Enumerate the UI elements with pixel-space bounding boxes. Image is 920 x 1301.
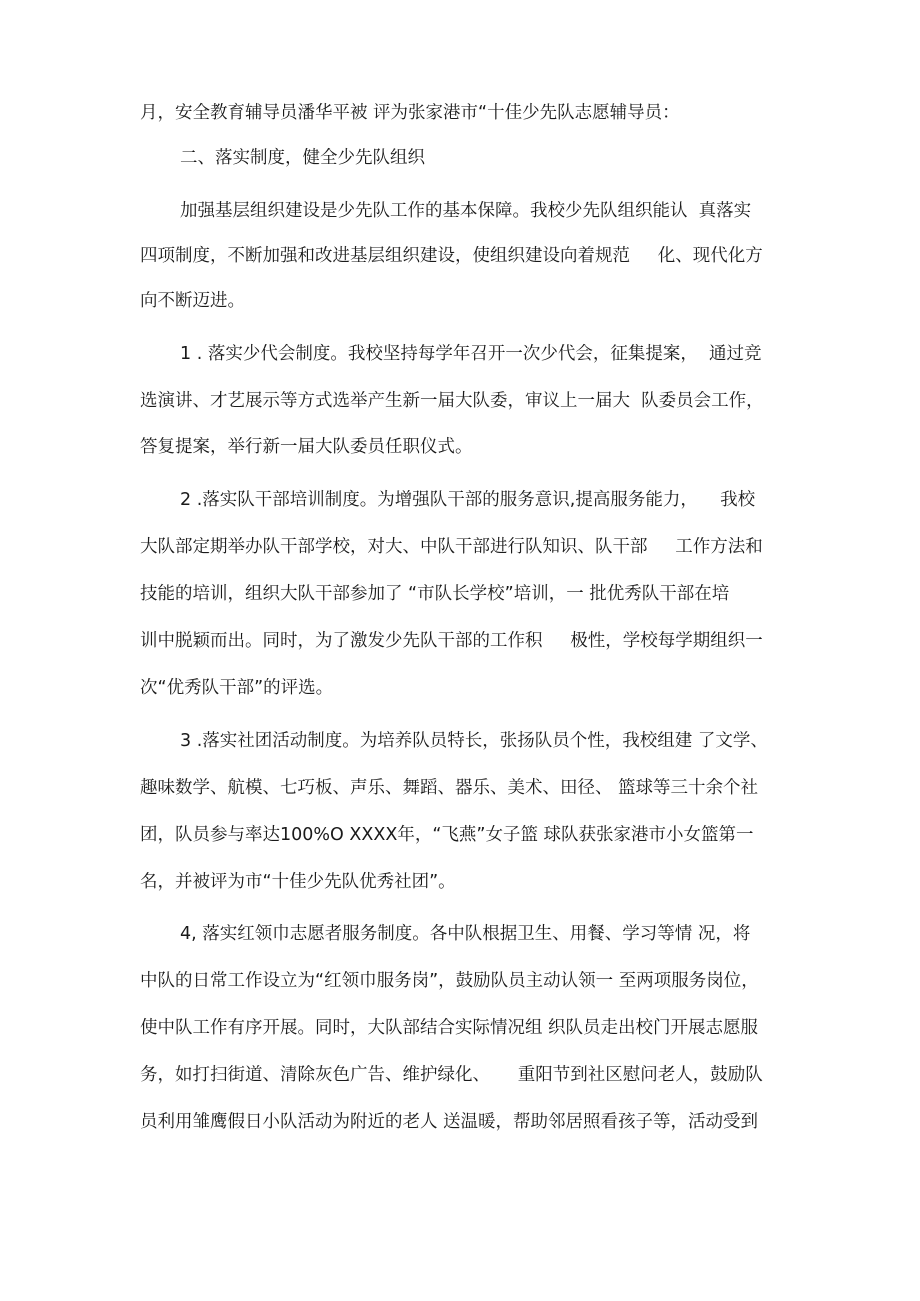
text-line: 1 . 落实少代会制度。我校坚持每学年召开一次少代会，征集提案， 通过竞: [180, 344, 762, 364]
text-line: 团，队员参与率达100%O XXXX年，“飞燕”女子篮 球队获张家港市小女篮第一: [140, 825, 754, 845]
text-line: 次“优秀队干部”的评选。: [140, 678, 334, 698]
text-line: 月，安全教育辅导员潘华平被 评为张家港市“十佳少先队志愿辅导员：: [140, 103, 680, 123]
text-line: 中队的日常工作设立为“红领巾服务岗”，鼓励队员主动认领一 至两项服务岗位，: [140, 971, 759, 991]
text-line: 四项制度，不断加强和改进基层组织建设，使组织建设向着规范 化、现代化方: [140, 246, 763, 266]
text-line: 员利用雏鹰假日小队活动为附近的老人 送温暖，帮助邻居照看孩子等，活动受到: [140, 1112, 759, 1132]
text-line: 3 .落实社团活动制度。为培养队员特长，张扬队员个性，我校组建 了文学、: [180, 731, 768, 751]
text-line: 选演讲、才艺展示等方式选举产生新一届大队委，审议上一届大 队委员会工作，: [140, 391, 764, 411]
text-line: 答复提案，举行新一届大队委员任职仪式。: [140, 437, 473, 457]
text-line: 趣味数学、航模、七巧板、声乐、舞蹈、器乐、美术、田径、 篮球等三十余个社: [140, 778, 759, 798]
text-line: 务，如打扫街道、清除灰色广告、维护绿化、 重阳节到社区慰问老人，鼓励队: [140, 1065, 763, 1085]
text-line: 向不断迈进。: [140, 291, 245, 311]
text-line: 训中脱颖而出。同时，为了激发少先队干部的工作积 极性，学校每学期组织一: [140, 631, 763, 651]
text-line: 技能的培训，组织大队干部参加了 “市队长学校”培训，一 批优秀队干部在培: [140, 584, 730, 604]
text-line: 名，并被评为市“十佳少先队优秀社团”。: [140, 872, 456, 892]
text-line: 使中队工作有序开展。同时，大队部结合实际情况组 织队员走出校门开展志愿服: [140, 1018, 759, 1038]
section-heading: 二、落实制度，健全少先队组织: [180, 148, 425, 168]
text-line: 2 .落实队干部培训制度。为增强队干部的服务意识,提高服务能力， 我校: [180, 490, 756, 510]
text-line: 4, 落实红领巾志愿者服务制度。各中队根据卫生、用餐、学习等情 况，将: [180, 924, 751, 944]
text-line: 加强基层组织建设是少先队工作的基本保障。我校少先队组织能认 真落实: [180, 201, 752, 221]
text-line: 大队部定期举办队干部学校，对大、中队干部进行队知识、队干部 工作方法和: [140, 537, 763, 557]
